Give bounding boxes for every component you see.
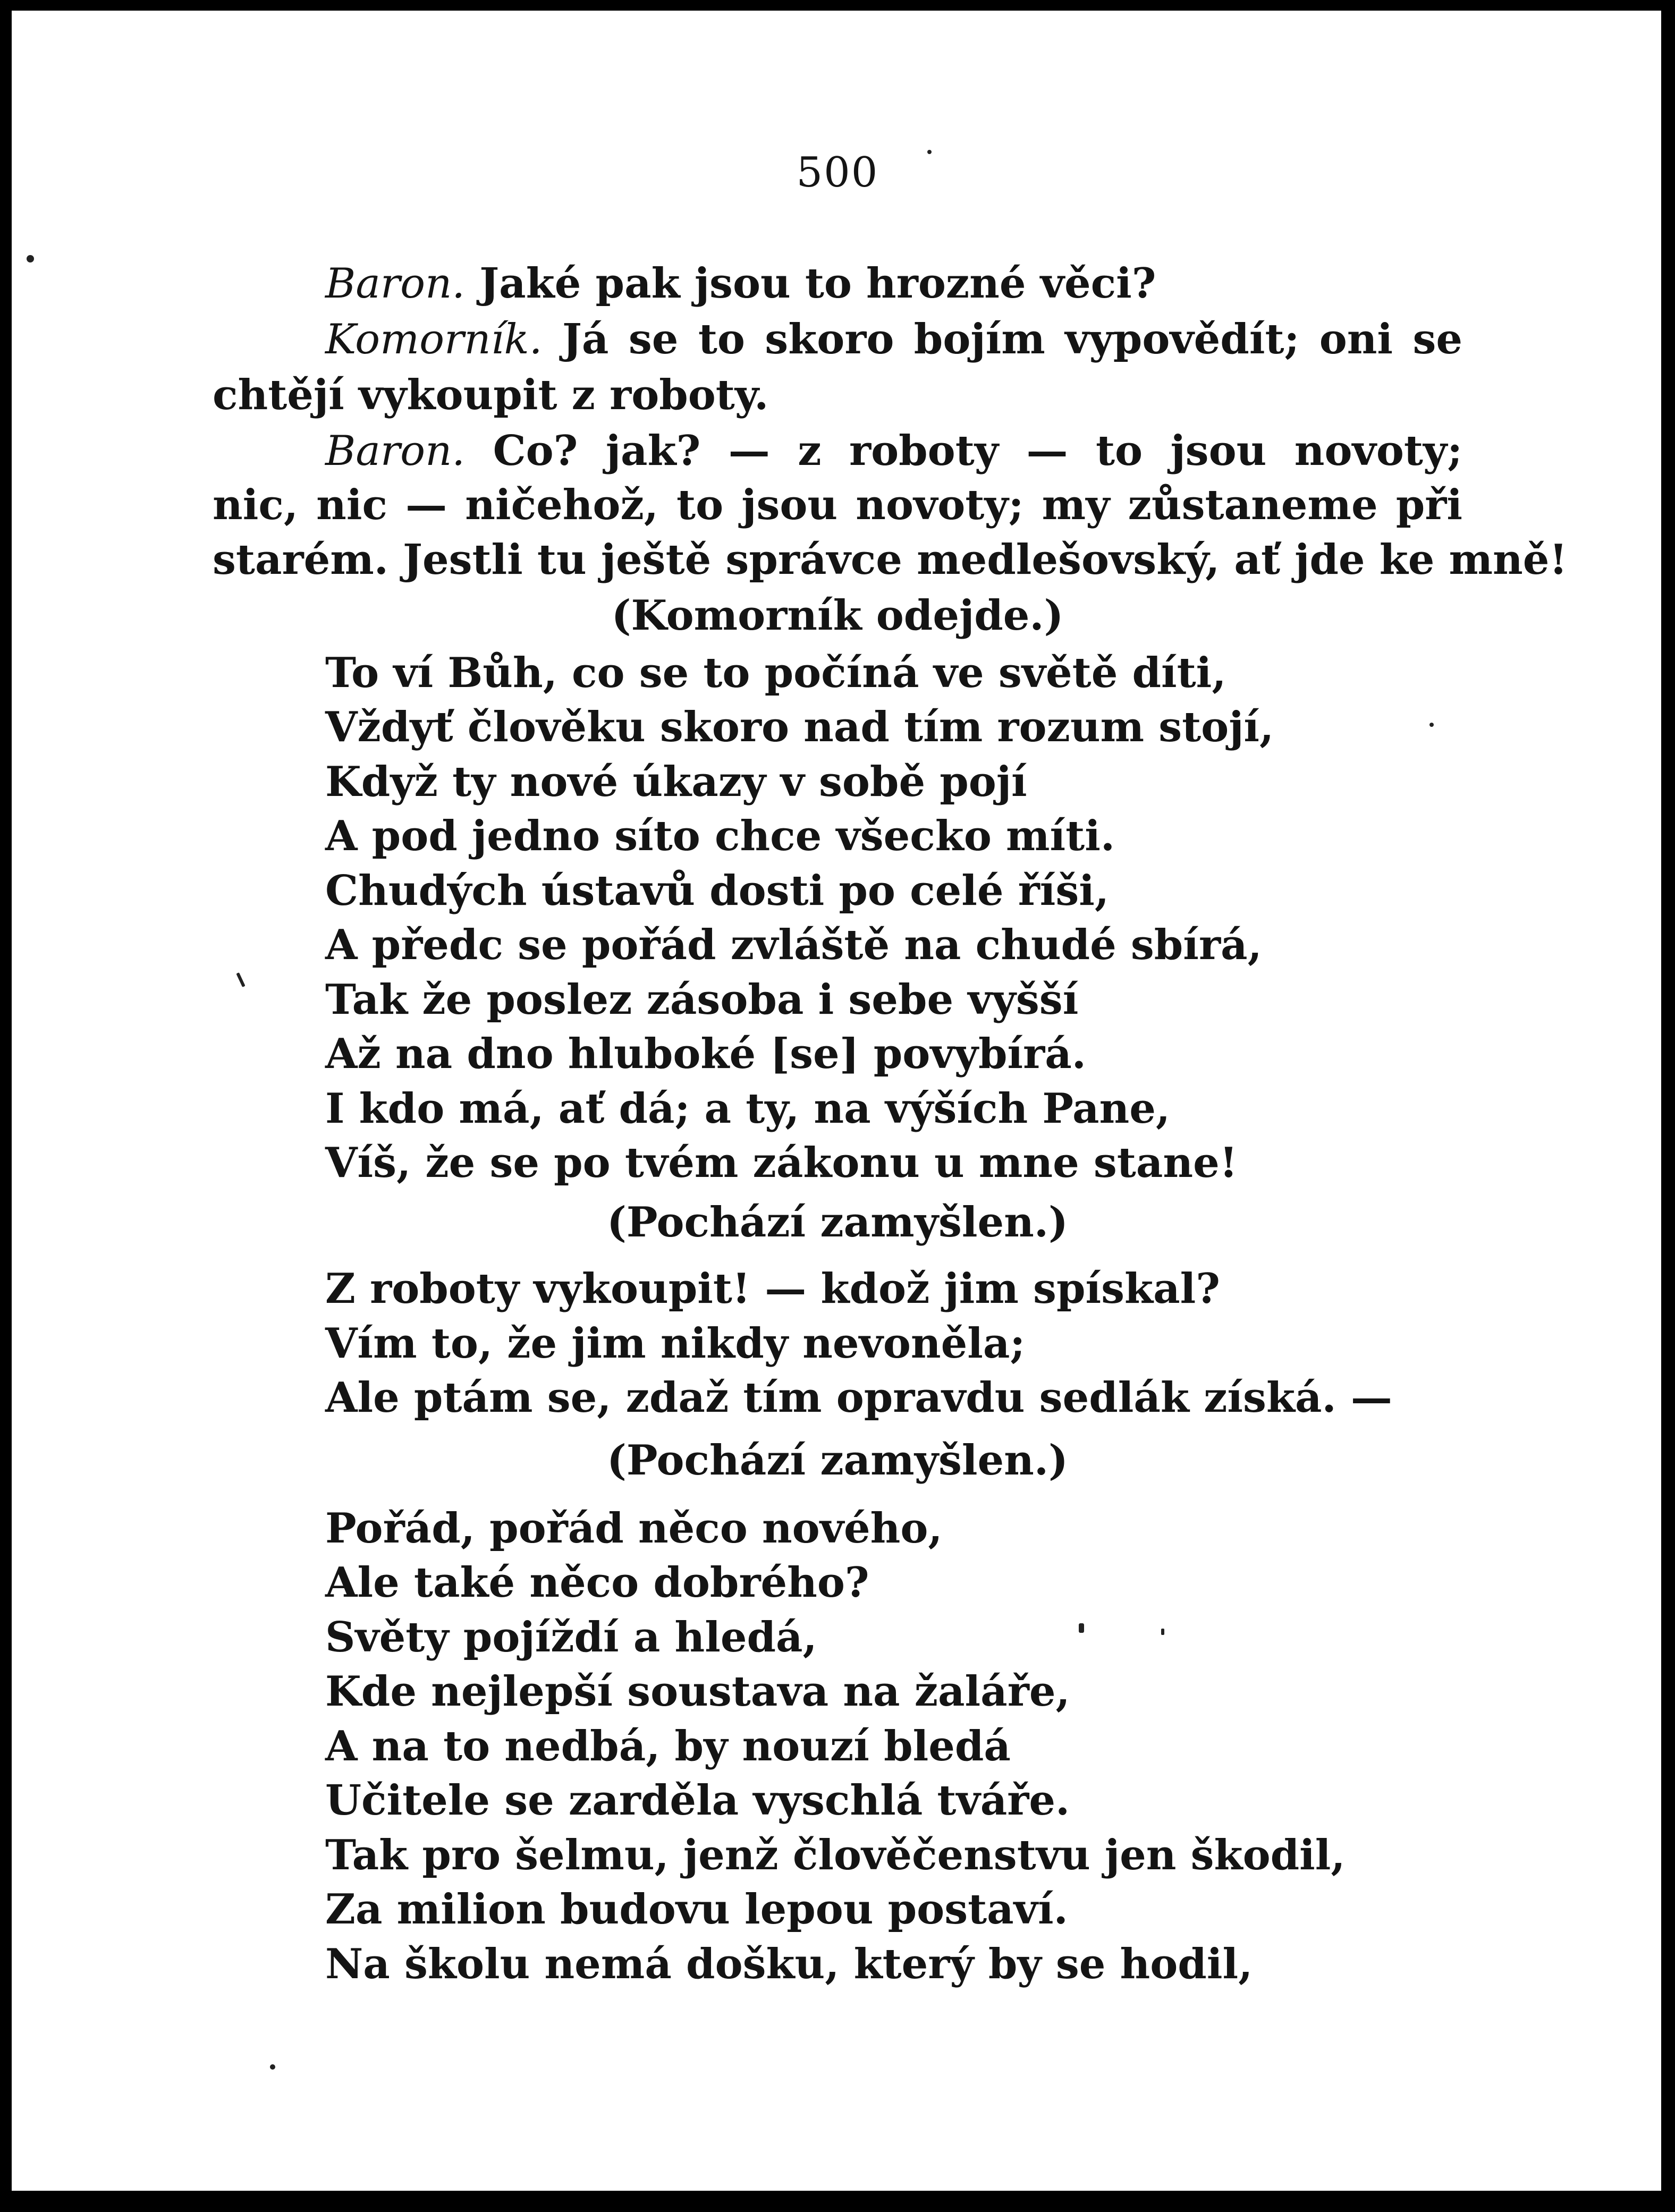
stage-direction-pace-1: (Pochází zamyšlen.) (607, 1198, 1068, 1247)
verse-line: Pořád, pořád něco nového, (325, 1504, 943, 1553)
verse-line: A předc se pořád zvláště na chudé sbírá, (325, 921, 1262, 969)
verse-line: To ví Bůh, co se to počíná ve světě díti, (325, 649, 1226, 697)
speaker-name: Baron. (325, 427, 466, 475)
verse-line: A na to nedbá, by nouzí bledá (325, 1722, 1011, 1770)
scan-speck (927, 150, 932, 154)
verse-line: Když ty nové úkazy v sobě pojí (325, 758, 1027, 806)
verse-line: Na školu nemá došku, který by se hodil, (325, 1940, 1253, 1988)
verse-line: Světy pojíždí a hledá, (325, 1613, 817, 1662)
dialogue-line-1 (325, 259, 1156, 308)
dialogue-line-5 (213, 481, 1462, 529)
verse-line: Učitele se zarděla vyschlá tváře. (325, 1776, 1070, 1825)
verse-line: Vím to, že jim nikdy nevoněla; (325, 1319, 1026, 1368)
verse-line: A pod jedno síto chce všecko míti. (325, 812, 1115, 860)
stage-direction-exit: (Komorník odejde.) (611, 591, 1064, 640)
scan-speck (270, 2064, 275, 2070)
verse-line: Chudých ústavů dosti po celé říši, (325, 867, 1110, 915)
scan-speck (1161, 1629, 1164, 1635)
stage-direction-pace-2: (Pochází zamyšlen.) (607, 1436, 1068, 1485)
verse-line: Až na dno hluboké [se] povybírá. (325, 1030, 1086, 1078)
scan-speck (27, 255, 34, 262)
scan-speck (1429, 723, 1434, 727)
verse-line: Za milion budovu lepou postaví. (325, 1885, 1068, 1934)
verse-line: Víš, že se po tvém zákonu u mne stane! (325, 1139, 1238, 1187)
dialogue-text: chtějí vykoupit z roboty. (213, 371, 769, 419)
dialogue-line-2 (325, 315, 1463, 363)
verse-line: Tak že poslez zásoba i sebe vyšší (325, 976, 1079, 1024)
dialogue-line-6 (213, 536, 1568, 584)
dialogue-line-4 (325, 427, 1463, 475)
verse-line: Z roboty vykoupit! — kdož jim spískal? (325, 1265, 1220, 1313)
speaker-name: Komorník. (325, 316, 543, 363)
speaker-name: Baron. (325, 260, 466, 308)
verse-line: I kdo má, ať dá; a ty, na výších Pane, (325, 1084, 1170, 1133)
dialogue-text: Co? jak? — z roboty — to jsou novoty; (493, 427, 1463, 475)
verse-line: Ale ptám se, zdaž tím opravdu sedlák získá. — (325, 1374, 1392, 1422)
verse-line: Tak pro šelmu, jenž člověčenstvu jen škodil, (325, 1831, 1346, 1879)
page-number: 500 (796, 149, 879, 197)
scan-speck (1079, 1623, 1084, 1633)
dialogue-text: Jaké pak jsou to hrozné věci? (479, 259, 1156, 308)
dialogue-text: starém. Jestli tu ještě správce medlešovský, ať jde ke mně! (213, 536, 1568, 584)
dialogue-text: nic, nic — ničehož, to jsou novoty; my zůstaneme při (213, 481, 1462, 529)
dialogue-line-3 (213, 371, 769, 419)
scan-speck (236, 972, 245, 987)
verse-line: Vždyť člověku skoro nad tím rozum stojí, (325, 703, 1274, 751)
verse-line: Ale také něco dobrého? (325, 1558, 869, 1607)
verse-line: Kde nejlepší soustava na žaláře, (325, 1667, 1070, 1716)
dialogue-text: Já se to skoro bojím vypovědít; oni se (562, 315, 1463, 363)
